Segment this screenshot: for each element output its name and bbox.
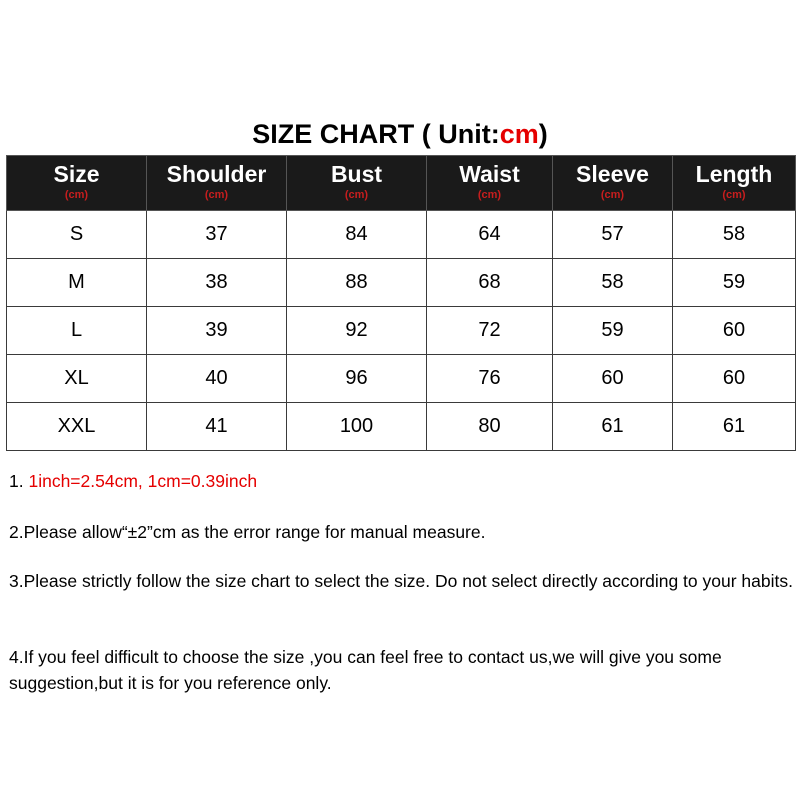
table-cell: 60 (673, 307, 796, 355)
header-cell-waist (427, 156, 553, 211)
table-cell: 59 (673, 259, 796, 307)
table-cell: 59 (553, 307, 673, 355)
table-row (7, 259, 796, 307)
table-cell: 100 (287, 403, 427, 451)
header-unit: (cm) (600, 189, 625, 201)
table-cell: 39 (147, 307, 287, 355)
table-cell: 61 (673, 403, 796, 451)
table-cell: 60 (553, 355, 673, 403)
table-cell: XXL (7, 403, 147, 451)
table-cell: S (7, 211, 147, 259)
table-cell: 72 (427, 307, 553, 355)
table-cell: 40 (147, 355, 287, 403)
table-cell: 60 (673, 355, 796, 403)
header-label: Shoulder (166, 161, 267, 187)
note-number: 1. (9, 471, 29, 491)
table-body (7, 211, 796, 451)
header-label: Sleeve (576, 161, 649, 187)
header-label: Size (53, 161, 100, 187)
table-cell: 57 (553, 211, 673, 259)
header-row (7, 156, 796, 211)
header-unit: (cm) (722, 189, 746, 201)
table-row (7, 403, 796, 451)
header-cell-length (673, 156, 796, 211)
size-chart-title (0, 114, 800, 154)
table-header (7, 156, 796, 211)
header-unit: (cm) (344, 189, 369, 201)
note-follow-chart: 3.Please strictly follow the size chart to select the size. Do not select directly according to your habits. (9, 571, 793, 591)
header-cell-size (7, 156, 147, 211)
note-conversion-text: 1inch=2.54cm, 1cm=0.39inch (28, 471, 258, 491)
header-unit: (cm) (64, 189, 89, 201)
header-cell-sleeve (553, 156, 673, 211)
note-error-range: 2.Please allow“±2”cm as the error range for manual measure. (9, 522, 486, 542)
table-cell: 37 (147, 211, 287, 259)
table-cell: 80 (427, 403, 553, 451)
table-cell: 64 (427, 211, 553, 259)
note-contact: 4.If you feel difficult to choose the size ,you can feel free to contact us,we will give you some suggestion,but it is for you reference only. (9, 647, 722, 693)
size-table (6, 155, 796, 451)
table-cell: 58 (553, 259, 673, 307)
header-label: Waist (459, 161, 520, 187)
table-row (7, 307, 796, 355)
header-unit: (cm) (204, 189, 229, 201)
table-cell: 88 (287, 259, 427, 307)
table-row (7, 211, 796, 259)
table-cell: 84 (287, 211, 427, 259)
table-cell: 61 (553, 403, 673, 451)
note-conversion (9, 468, 794, 494)
table-cell: L (7, 307, 147, 355)
table-cell: 41 (147, 403, 287, 451)
table-row (7, 355, 796, 403)
title-unit: cm (499, 119, 539, 149)
table-cell: 76 (427, 355, 553, 403)
table-cell: 68 (427, 259, 553, 307)
header-label: Length (695, 161, 773, 187)
header-cell-shoulder (147, 156, 287, 211)
title-suffix: ) (538, 119, 548, 149)
title-prefix: SIZE CHART ( Unit: (252, 119, 500, 149)
header-label: Bust (330, 161, 383, 187)
table-cell: XL (7, 355, 147, 403)
table-cell: 58 (673, 211, 796, 259)
table-cell: 96 (287, 355, 427, 403)
table-cell: 38 (147, 259, 287, 307)
header-unit: (cm) (477, 189, 502, 201)
table-cell: 92 (287, 307, 427, 355)
header-cell-bust (287, 156, 427, 211)
table-cell: M (7, 259, 147, 307)
